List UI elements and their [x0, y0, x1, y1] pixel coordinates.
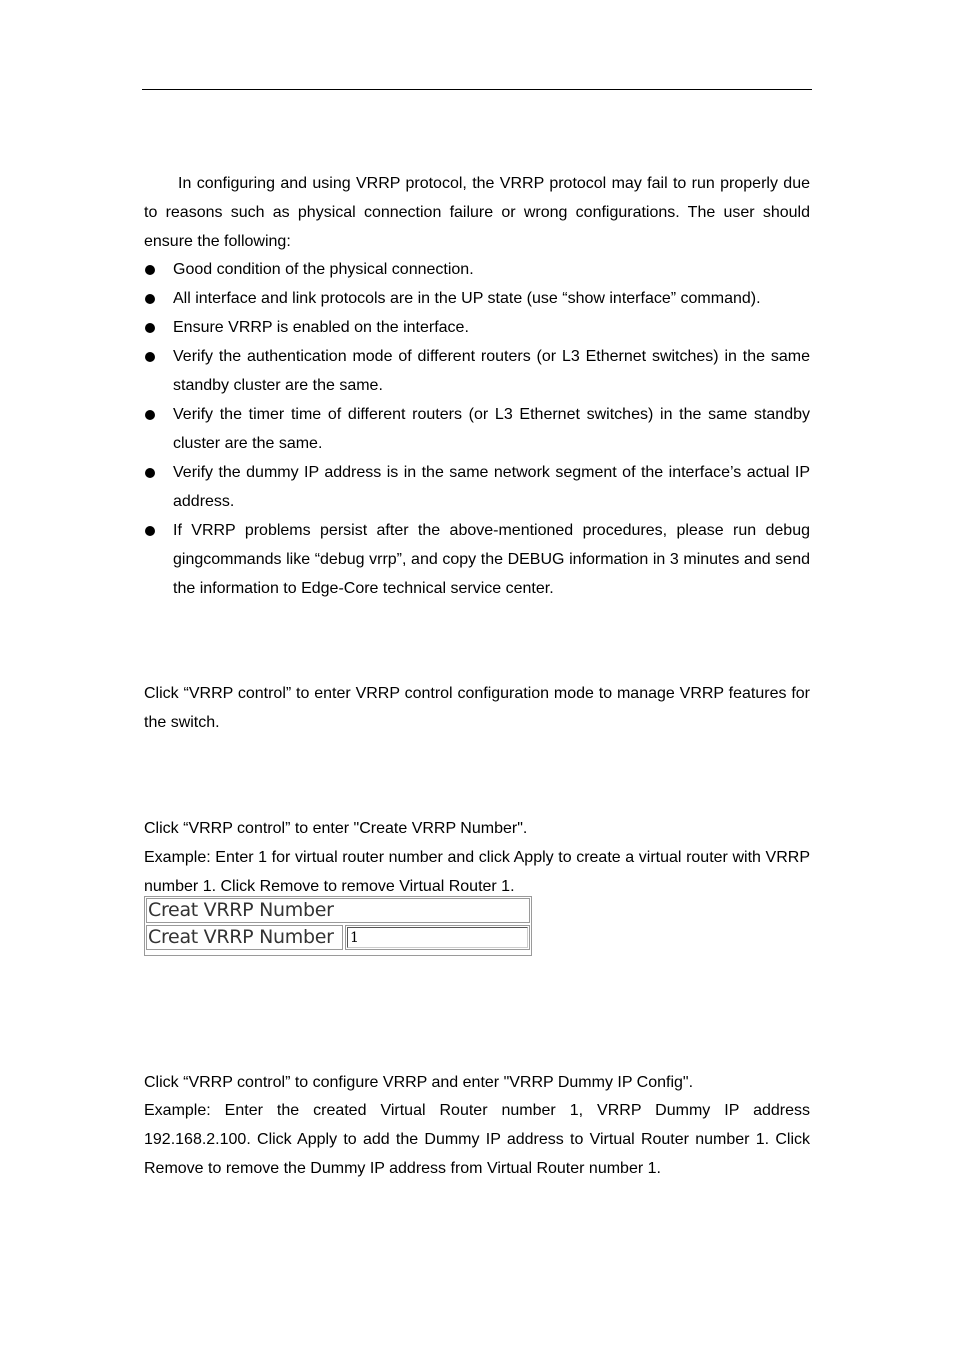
troubleshooting-intro: In configuring and using VRRP protocol, the VRRP protocol may fail to run properly due to reasons such as physical connection failure or wrong configurations. The user should ensure the following: — [144, 175, 810, 250]
list-item: Verify the dummy IP address is in the same network segment of the interface’s actual IP address. — [144, 458, 810, 516]
list-item: If VRRP problems persist after the above-mentioned procedures, please run debug gingcommands like “debug vrrp”, and copy the DEBUG information in 3 minutes and send the information to Edge-Core technical service center. — [144, 516, 810, 603]
header-rule — [142, 89, 812, 90]
vrrp-number-input[interactable] — [347, 927, 528, 948]
create-vrrp-example: Example: Enter 1 for virtual router number and click Apply to create a virtual router with VRRP number 1. Click Remove to remove Virtual Router 1. — [144, 849, 810, 895]
vrrp-number-cell — [345, 925, 530, 950]
bullet-icon — [145, 410, 155, 420]
dummy-ip-example: Example: Enter the created Virtual Router number 1, VRRP Dummy IP address 192.168.2.100. Click Apply to add the Dummy IP address to Virtual Router number 1. Click Remove to remove the Dummy IP address from Virtual Router number 1. — [144, 1102, 810, 1177]
bullet-icon — [145, 352, 155, 362]
bullet-icon — [145, 294, 155, 304]
bullet-icon — [145, 468, 155, 478]
vrrp-number-label: Creat VRRP Number — [146, 925, 343, 950]
list-item: Ensure VRRP is enabled on the interface. — [144, 313, 810, 342]
create-vrrp-description: Click “VRRP control” to enter "Create VRRP Number". — [144, 820, 528, 837]
create-vrrp-form — [144, 896, 532, 956]
create-vrrp-form-title: Creat VRRP Number — [146, 898, 530, 923]
bullet-icon — [145, 526, 155, 536]
list-item: Good condition of the physical connection. — [144, 255, 810, 284]
web-config-intro: Click “VRRP control” to enter VRRP control configuration mode to manage VRRP features for the switch. — [144, 685, 810, 731]
troubleshooting-checklist — [144, 255, 810, 603]
bullet-icon — [145, 323, 155, 333]
list-item: Verify the authentication mode of different routers (or L3 Ethernet switches) in the same standby cluster are the same. — [144, 342, 810, 400]
dummy-ip-description: Click “VRRP control” to configure VRRP and enter "VRRP Dummy IP Config". — [144, 1074, 694, 1091]
bullet-icon — [145, 265, 155, 275]
list-item: Verify the timer time of different routers (or L3 Ethernet switches) in the same standby cluster are the same. — [144, 400, 810, 458]
list-item: All interface and link protocols are in the UP state (use “show interface” command). — [144, 284, 810, 313]
